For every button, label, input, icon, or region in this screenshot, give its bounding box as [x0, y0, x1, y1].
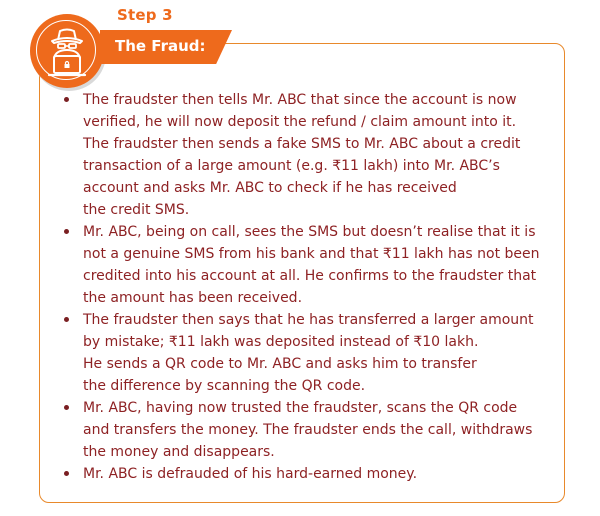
list-item-line: credited into his account at all. He confirms to the fraudster that	[83, 268, 537, 284]
list-item-line: verified, he will now deposit the refund / claim amount into it.	[83, 114, 517, 130]
list-item-line: He sends a QR code to Mr. ABC and asks him to transfer	[83, 356, 477, 372]
list-item-line: the amount has been received.	[83, 290, 303, 306]
list-item-line: and transfers the money. The fraudster ends the call, withdraws	[83, 422, 533, 438]
list-item-line: The fraudster then tells Mr. ABC that since the account is now	[83, 92, 517, 108]
bullet-icon	[64, 317, 69, 322]
bullet-icon	[64, 97, 69, 102]
list-item-line: by mistake; ₹11 lakh was deposited instead of ₹10 lakh.	[83, 334, 479, 350]
list-item	[58, 463, 548, 485]
step-label: Step 3	[117, 6, 173, 24]
bullet-icon	[64, 471, 69, 476]
list-item	[58, 221, 548, 309]
hacker-laptop-icon	[30, 14, 104, 88]
list-item-line: not a genuine SMS from his bank and that ₹11 lakh has not been	[83, 246, 540, 262]
bullet-icon	[64, 229, 69, 234]
list-item-line: The fraudster then says that he has transferred a larger amount	[83, 312, 534, 328]
list-item	[58, 397, 548, 463]
list-item	[58, 89, 548, 221]
list-item-line: transaction of a large amount (e.g. ₹11 lakh) into Mr. ABC’s	[83, 158, 500, 174]
list-item-line: The fraudster then sends a fake SMS to Mr. ABC about a credit	[83, 136, 521, 152]
list-item-line: Mr. ABC is defrauded of his hard-earned money.	[83, 466, 418, 482]
list-item-line: account and asks Mr. ABC to check if he has received	[83, 180, 457, 196]
list-item-line: the money and disappears.	[83, 444, 275, 460]
bullet-icon	[64, 405, 69, 410]
list-item	[58, 309, 548, 397]
list-item-line: Mr. ABC, having now trusted the fraudster, scans the QR code	[83, 400, 518, 416]
fraud-steps-list	[58, 89, 548, 485]
list-item-line: the difference by scanning the QR code.	[83, 378, 366, 394]
page-title: The Fraud:	[115, 37, 206, 55]
step-badge	[30, 14, 104, 88]
list-item-line: the credit SMS.	[83, 202, 190, 218]
list-item-line: Mr. ABC, being on call, sees the SMS but doesn’t realise that it is	[83, 224, 536, 240]
